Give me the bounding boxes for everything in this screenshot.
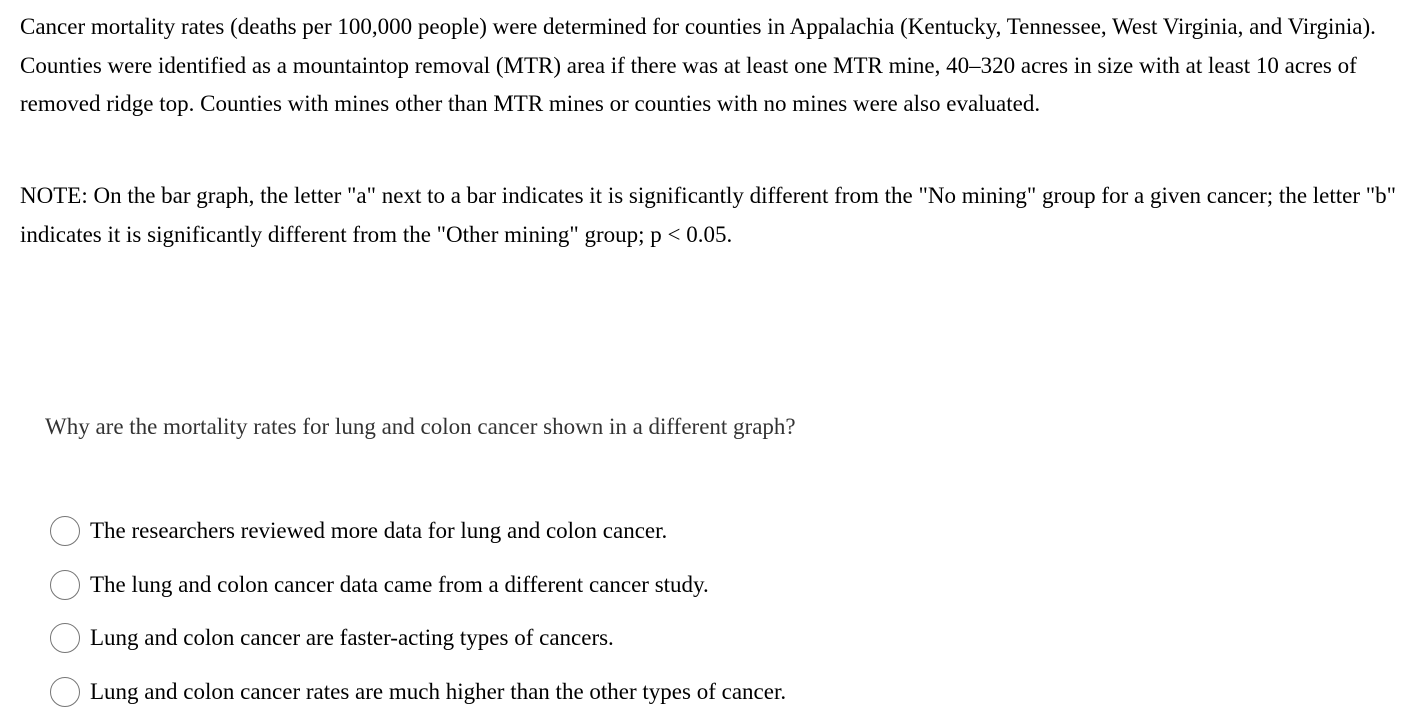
choice-option-3[interactable] [50, 611, 786, 665]
note-paragraph: NOTE: On the bar graph, the letter "a" next to a bar indicates it is significantly different from the "No mining" group for a given cancer; the letter "b" indicates it is significantly different from the "Other mining" group; p < 0.05. [20, 183, 1397, 247]
question-text: Why are the mortality rates for lung and colon cancer shown in a different graph? [45, 414, 796, 439]
radio-button-1[interactable] [50, 516, 80, 546]
choice-option-1[interactable] [50, 504, 786, 558]
choice-label-3[interactable]: Lung and colon cancer are faster-acting types of cancers. [90, 625, 614, 651]
choice-label-2[interactable]: The lung and colon cancer data came from a different cancer study. [90, 571, 709, 597]
intro-paragraph: Cancer mortality rates (deaths per 100,000 people) were determined for counties in Appalachia (Kentucky, Tennessee, West Virginia, and Virginia). Counties were identified as a mountaintop removal (MTR) area if there was at least one MTR mine, 40–320 acres in size with at least 10 acres of removed ridge top. Counties with mines other than MTR mines or counties with no mines were also evaluated. [20, 14, 1376, 116]
choice-label-1[interactable]: The researchers reviewed more data for lung and colon cancer. [90, 517, 668, 543]
choice-option-4[interactable] [50, 665, 786, 719]
radio-button-3[interactable] [50, 623, 80, 653]
radio-button-2[interactable] [50, 570, 80, 600]
answer-choices [50, 504, 786, 719]
radio-button-4[interactable] [50, 677, 80, 707]
choice-option-2[interactable] [50, 558, 786, 612]
choice-label-4[interactable]: Lung and colon cancer rates are much higher than the other types of cancer. [90, 678, 787, 704]
